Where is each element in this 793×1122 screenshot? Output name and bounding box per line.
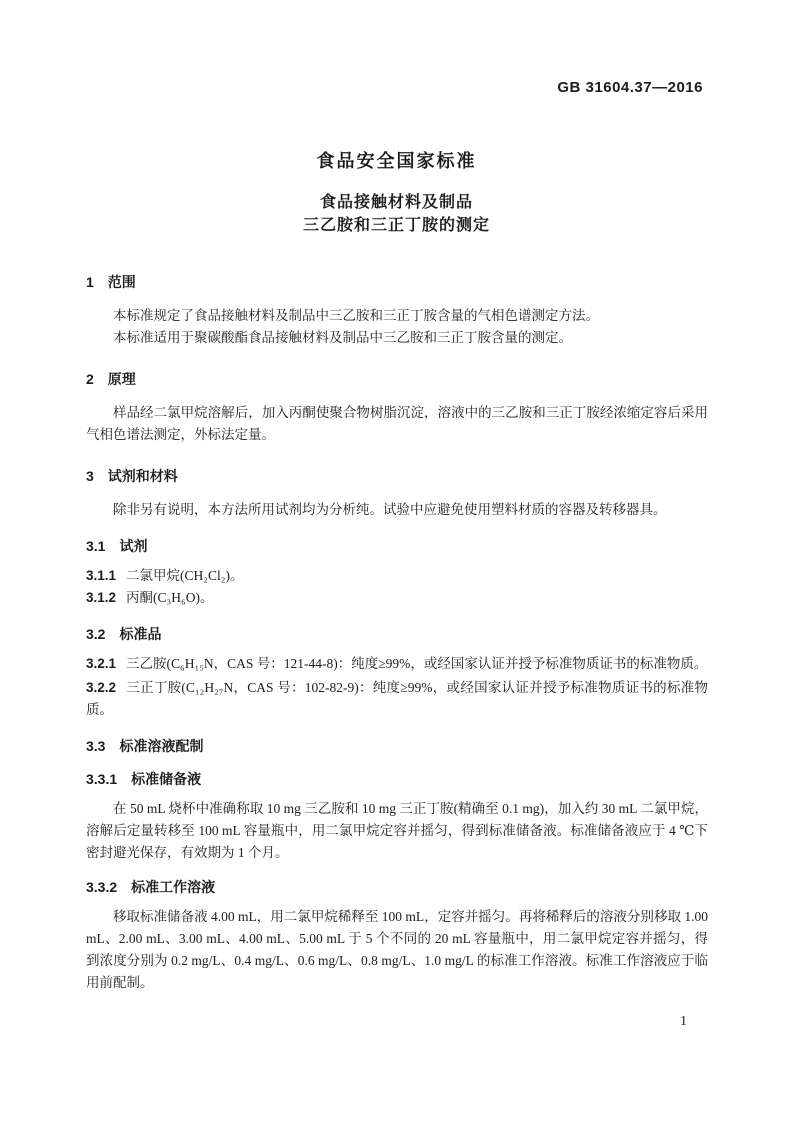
section-title: 标准溶液配制 <box>119 738 204 754</box>
page-number: 1 <box>680 1014 687 1029</box>
paragraph-scope-1: 本标准规定了食品接触材料及制品中三乙胺和三正丁胺含量的气相色谱测定方法。 <box>113 308 599 323</box>
clause-text: 三乙胺(C₆H₁₅N，CAS 号：121-44-8)：纯度≥99%，或经国家认证并授予标准物质证书的标准物质。 <box>126 656 708 671</box>
section-title: 标准品 <box>119 626 162 642</box>
subsection-heading-3-3 <box>86 736 708 756</box>
section-heading-scope <box>86 272 708 292</box>
subsection-heading-3-2 <box>86 624 708 644</box>
document-body <box>86 272 708 994</box>
document-title-line1: 食品安全国家标准 <box>316 151 477 171</box>
clause-3-1-1 <box>86 565 708 587</box>
section-number: 3.1 <box>86 538 106 554</box>
clause-number: 3.1.1 <box>86 568 117 583</box>
paragraph-reagents-note: 除非另有说明，本方法所用试剂均为分析纯。试验中应避免使用塑料材质的容器及转移器具。 <box>113 502 667 517</box>
section-title: 范围 <box>107 274 136 290</box>
clause-number: 3.1.2 <box>86 590 117 605</box>
section-number: 3 <box>86 468 94 484</box>
section-title: 试剂 <box>119 538 148 554</box>
paragraph-scope-2: 本标准适用于聚碳酸酯食品接触材料及制品中三乙胺和三正丁胺含量的测定。 <box>113 330 572 345</box>
section-heading-reagents <box>86 466 708 486</box>
standard-number: GB 31604.37—2016 <box>557 79 703 96</box>
clause-text: 三正丁胺(C₁₂H₂₇N，CAS 号：102-82-9)：纯度≥99%，或经国家认证并授予标准物质证书的标准物质。 <box>86 680 708 717</box>
section-title: 试剂和材料 <box>107 468 178 484</box>
paragraph-working-solution: 移取标准储备液 4.00 mL，用二氯甲烷稀释至 100 mL，定容并摇匀。再将稀释后的溶液分别移取 1.00 mL、2.00 mL、3.00 mL、4.00 mL、5.00 mL 于 5 个不同的 20 mL 容量瓶中，用二氯甲烷定容并摇匀，得到浓度分别为 0.2 mg/L、0.4 mg/L、0.6 mg/L、0.8 mg/L、1.0 mg/L 的标准工作溶液。标准工作溶液应于临用前配制。 <box>86 909 708 990</box>
clause-3-1-2 <box>86 587 708 609</box>
clause-3-2-1 <box>86 653 708 675</box>
document-title-line3: 三乙胺和三正丁胺的测定 <box>302 217 490 234</box>
clause-number: 3.2.2 <box>86 680 117 695</box>
section-number: 3.3 <box>86 738 106 754</box>
clause-text: 丙酮(C₃H₆O)。 <box>126 590 214 605</box>
section-title: 标准储备液 <box>131 771 202 787</box>
document-title-line2: 食品接触材料及制品 <box>319 194 473 211</box>
clause-3-2-2 <box>86 677 708 721</box>
clause-text: 二氯甲烷(CH₂Cl₂)。 <box>126 568 244 583</box>
subsection-heading-3-3-2 <box>86 877 708 897</box>
document-subtitle <box>0 191 793 237</box>
subsection-heading-3-1 <box>86 536 708 556</box>
section-heading-principle <box>86 369 708 389</box>
section-number: 3.3.2 <box>86 879 118 895</box>
clause-number: 3.2.1 <box>86 656 117 671</box>
section-title: 原理 <box>107 371 136 387</box>
section-number: 2 <box>86 371 94 387</box>
section-number: 3.3.1 <box>86 771 118 787</box>
section-number: 1 <box>86 274 94 290</box>
section-number: 3.2 <box>86 626 106 642</box>
paragraph-principle: 样品经二氯甲烷溶解后，加入丙酮使聚合物树脂沉淀，溶液中的三乙胺和三正丁胺经浓缩定容后采用气相色谱法测定，外标法定量。 <box>86 405 708 442</box>
paragraph-stock-solution: 在 50 mL 烧杯中准确称取 10 mg 三乙胺和 10 mg 三正丁胺(精确至 0.1 mg)，加入约 30 mL 二氯甲烷，溶解后定量转移至 100 mL 容量瓶中，用二氯甲烷定容并摇匀，得到标准储备液。标准储备液应于 4 ℃下密封避光保存，有效期为 1 个月。 <box>86 801 708 860</box>
section-title: 标准工作溶液 <box>131 879 216 895</box>
subsection-heading-3-3-1 <box>86 769 708 789</box>
document-title-block <box>0 147 793 237</box>
